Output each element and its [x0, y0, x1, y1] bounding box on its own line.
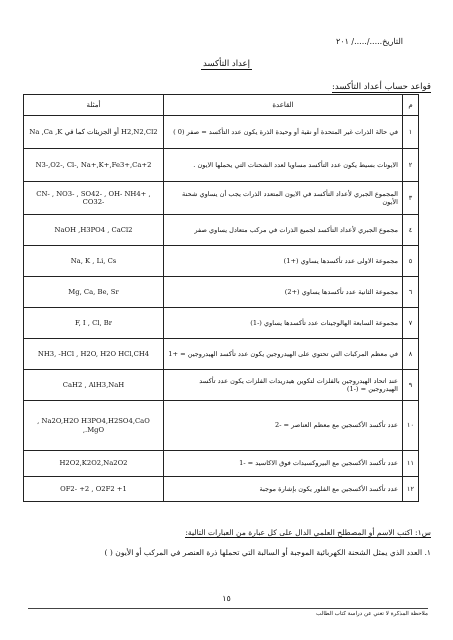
example-cell: NH3, -HCl , H2O, H2O HCl,CH4: [24, 339, 164, 370]
example-cell: CaH2 , AlH3,NaH: [24, 370, 164, 401]
row-number: ٣: [403, 182, 419, 215]
table-row: [24, 339, 419, 370]
page-title: [0, 59, 453, 69]
question-item-1: ١. العدد الذي يمثل الشحنة الكهربائية الموجبة أو السالبة التي تحملها ذرة العنصر في المركب أو الأيون ( ): [104, 548, 431, 557]
table-header-row: [24, 95, 419, 116]
section-subtitle: قواعد حساب أعداد التأكسد:: [332, 82, 431, 92]
table-row: [24, 451, 419, 477]
table-row: [24, 370, 419, 401]
page-title-text: إعداد التأكسد: [203, 59, 250, 69]
example-cell: N3-,O2-, Cl-, Na+,K+,Fe3+,Ca+2: [24, 149, 164, 182]
row-number: ٩: [403, 370, 419, 401]
row-number: ١٢: [403, 477, 419, 502]
footer-note: ملاحظة المذكرة لا تغني عن دراسة كتاب الطالب: [28, 608, 428, 617]
page-number: ١٥: [222, 594, 231, 603]
row-number: ٨: [403, 339, 419, 370]
rule-cell: مجموعة الاولى عدد تأكسدها يساوي (+1): [164, 246, 403, 277]
example-cell: Mg, Ca, Be, Sr: [24, 277, 164, 308]
oxidation-rules-table: [23, 94, 419, 502]
table-row: [24, 149, 419, 182]
table-row: [24, 277, 419, 308]
table-row: [24, 401, 419, 451]
table-row: [24, 477, 419, 502]
header-num: م: [403, 95, 419, 116]
rule-cell: المجموع الجبري لأعداد التأكسد في الايون المتعدد الذرات يجب أن يساوي شحنة الأيون: [164, 182, 403, 215]
row-number: ٥: [403, 246, 419, 277]
row-number: ١١: [403, 451, 419, 477]
row-number: ٤: [403, 215, 419, 246]
example-cell: , Na2O,H2O H3PO4,H2SO4,CaO ,.MgO: [24, 401, 164, 451]
example-cell: OF2- +2 , O2F2 +1: [24, 477, 164, 502]
example-cell: NaOH ,H3PO4 , CaCl2: [24, 215, 164, 246]
rule-cell: الايونات بسيط يكون عدد التأكسد مساويا لعدد الشحنات التي يحملها الايون .: [164, 149, 403, 182]
table-row: [24, 182, 419, 215]
example-cell: Na, K , Li, Cs: [24, 246, 164, 277]
row-number: ٧: [403, 308, 419, 339]
rule-cell: في معظم المركبات التي تحتوي على الهيدروجين يكون عدد تأكسد الهيدروجين = +1: [164, 339, 403, 370]
rule-cell: عند اتحاد الهيدروجين بالفلزات لتكوين هيدريدات الفلزات يكون عدد تأكسد الهيدروجين = (-1): [164, 370, 403, 401]
rule-cell: مجموع الجبري لأعداد التأكسد لجميع الذرات في مركب متعادل يساوي صفر: [164, 215, 403, 246]
row-number: ١: [403, 116, 419, 149]
table-row: [24, 116, 419, 149]
row-number: ١٠: [403, 401, 419, 451]
example-cell: Na ,Ca ,K أو الجزيئات كما في H2,N2,Cl2: [24, 116, 164, 149]
rule-cell: في حالة الذرات غير المتحدة أو نقية أو وحيدة الذرة يكون عدد التأكسد = صفر (0 ): [164, 116, 403, 149]
date-line: التاريخ...../...../ ٢٠١: [335, 37, 403, 46]
question-heading: س١: اكتب الاسم أو المصطلح العلمي الدال على كل عبارة من العبارات التالية:: [185, 528, 431, 537]
example-cell: F, I , Cl, Br: [24, 308, 164, 339]
table-row: [24, 215, 419, 246]
table-row: [24, 246, 419, 277]
rule-cell: عدد تأكسد الأكسجين مع معظم العناصر = -2: [164, 401, 403, 451]
rule-cell: عدد تأكسد الأكسجين مع الفلور يكون بإشارة موجبة: [164, 477, 403, 502]
header-rule: القاعدة: [164, 95, 403, 116]
row-number: ٦: [403, 277, 419, 308]
table-row: [24, 308, 419, 339]
example-cell: H2O2,K2O2,Na2O2: [24, 451, 164, 477]
rule-cell: مجموعة السابعة الهالوجينات عدد تأكسدها يساوي (-1): [164, 308, 403, 339]
header-example: أمثلة: [24, 95, 164, 116]
rule-cell: مجموعة الثانية عدد تأكسدها يساوي (+2): [164, 277, 403, 308]
row-number: ٢: [403, 149, 419, 182]
example-cell: CN- , NO3- , SO42- , OH- NH4+ , CO32-: [24, 182, 164, 215]
rule-cell: عدد تأكسد الأكسجين مع البيروكسيدات فوق الاكاسيد = -1: [164, 451, 403, 477]
